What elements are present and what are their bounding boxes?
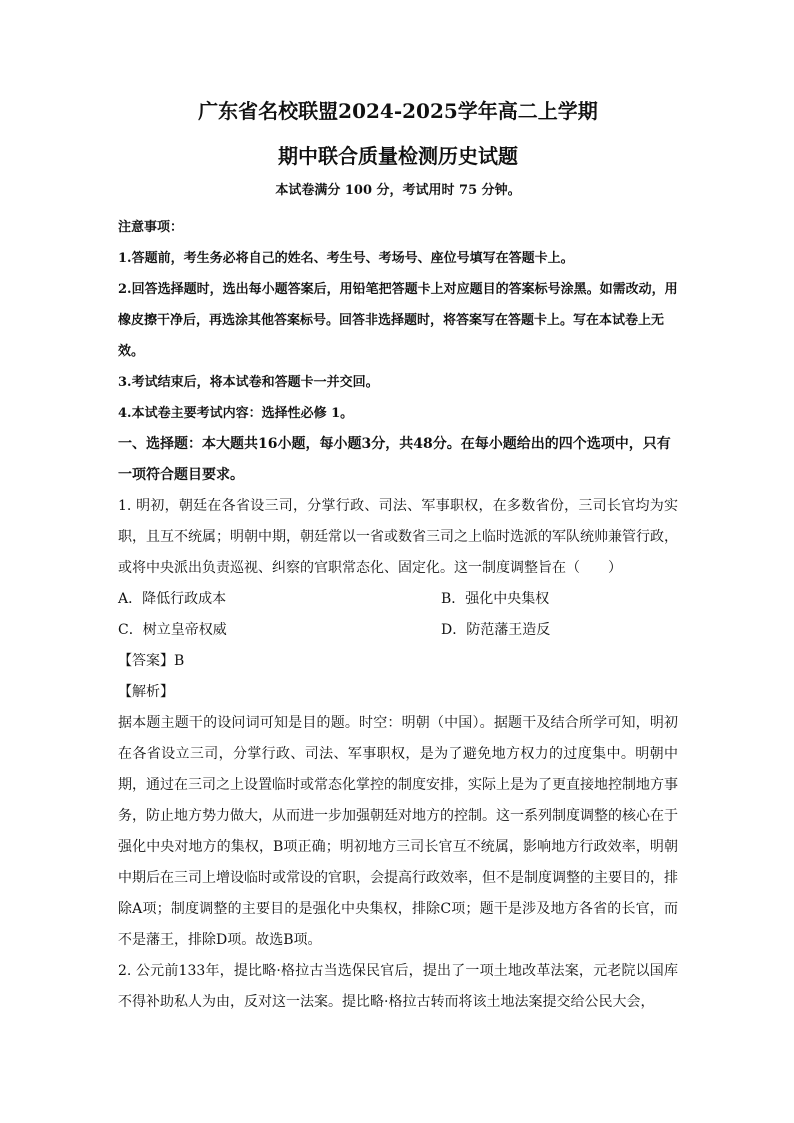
notes-heading: 注意事项： [118, 220, 184, 235]
option-c: C．树立皇帝权威 [118, 622, 227, 638]
option-a: A．降低行政成本 [118, 591, 227, 607]
note-item: 4.本试卷主要考试内容：选择性必修 1。 [118, 406, 354, 421]
question-1-stem: 1. 明初，朝廷在各省设三司，分掌行政、司法、军事职权，在多数省份，三司长官均为实职，且互不统属；明朝中期，朝廷常以一省或数省三司之上临时选派的军队统帅兼管行政，或将中央派出负责巡视、纠察的官职常态化、固定化。这一制度调整旨在（ ） [118, 498, 678, 576]
answer-label: 【答案】B [118, 653, 185, 669]
option-b: B．强化中央集权 [441, 591, 550, 607]
note-item: 3.考试结束后，将本试卷和答题卡一并交回。 [118, 375, 379, 390]
exam-page [118, 100, 678, 1018]
note-item: 1.答题前，考生务必将自己的姓名、考生号、考场号、座位号填写在答题卡上。 [118, 251, 574, 266]
option-d: D．防范藩王造反 [441, 622, 551, 638]
section-heading: 一、选择题：本大题共16小题，每小题3分，共48分。在每小题给出的四个选项中，只有一项符合题目要求。 [118, 436, 671, 483]
question-2-stem: 2. 公元前133年，提比略·格拉古当选保民官后，提出了一项土地改革法案，元老院以国库不得补助私人为由，反对这一法案。提比略·格拉古转而将该土地法案提交给公民大会， [118, 963, 678, 1010]
analysis-text: 据本题主题干的设问词可知是目的题。时空：明朝（中国）。据题干及结合所学可知，明初在各省设立三司，分掌行政、司法、军事职权，是为了避免地方权力的过度集中。明朝中期，通过在三司之上设置临时或常态化掌控的制度安排，实际上是为了更直接地控制地方事务，防止地方势力做大，从而进一步加强朝廷对地方的控制。这一系列制度调整的核心在于强化中央对地方的集权，B项正确；明初地方三司长官互不统属，影响地方行政效率，明朝中期后在三司上增设临时或常设的官职，会提高行政效率，但不是制度调整的主要目的，排除A项；制度调整的主要目的是强化中央集权，排除C项；题干是涉及地方各省的长官，而不是藩王，排除D项。故选B项。 [118, 715, 678, 948]
question-1-options [118, 584, 678, 646]
exam-info: 本试卷满分 100 分，考试用时 75 分钟。 [275, 183, 521, 198]
exam-title-line1: 广东省名校联盟2024-2025学年高二上学期 [198, 99, 598, 123]
analysis-heading: 【解析】 [118, 684, 174, 700]
note-item: 2.回答选择题时，选出每小题答案后，用铅笔把答题卡上对应题目的答案标号涂黑。如需改动，用橡皮擦干净后，再选涂其他答案标号。回答非选择题时，将答案写在答题卡上。写在本试卷上无效。 [118, 282, 678, 359]
exam-title-line2: 期中联合质量检测历史试题 [278, 144, 518, 168]
